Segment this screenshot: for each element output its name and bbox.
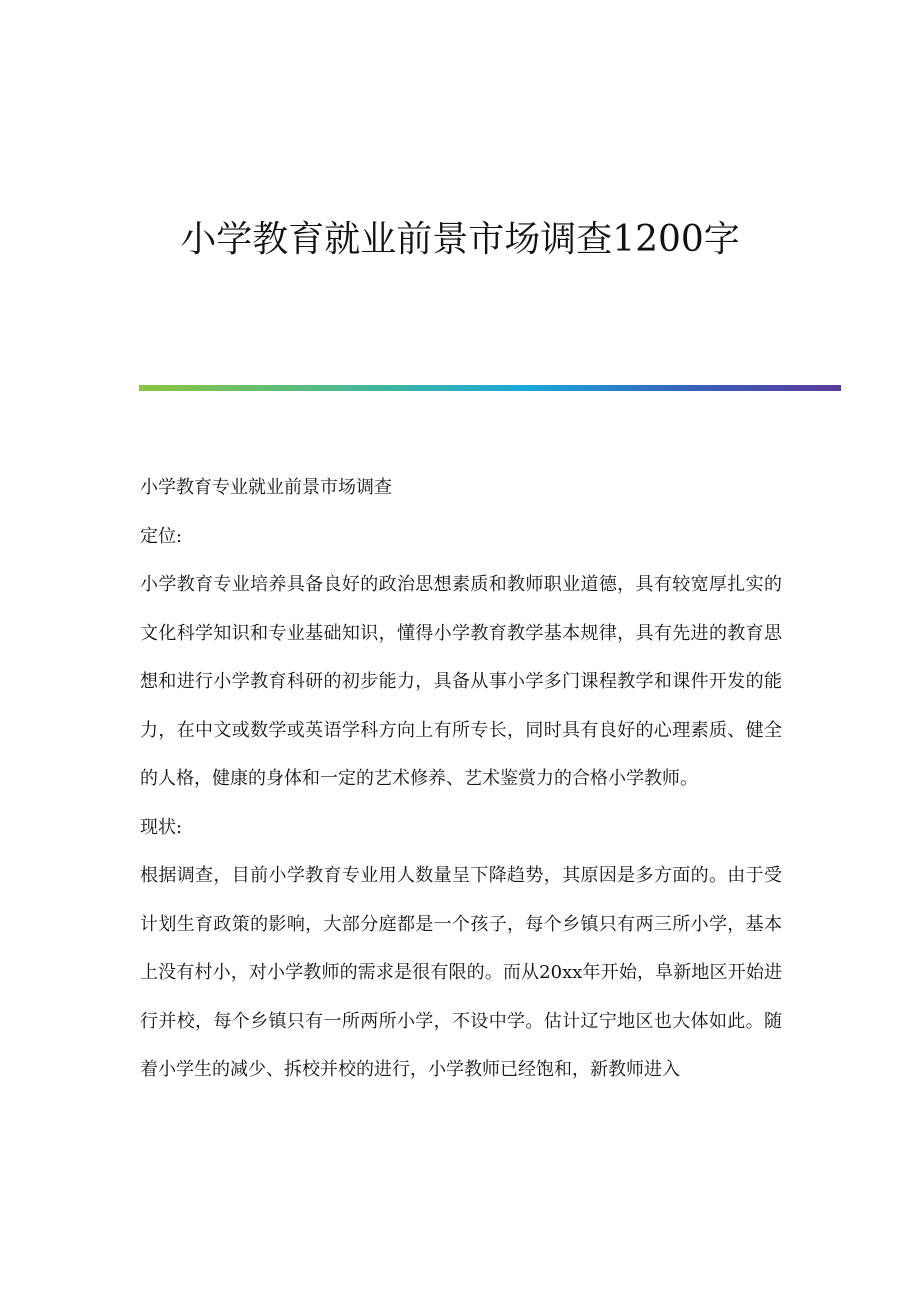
document-body xyxy=(140,464,782,1095)
paragraph-status-heading: 现状: xyxy=(140,816,183,838)
paragraph-positioning-heading: 定位: xyxy=(140,525,183,547)
document-title: 小学教育就业前景市场调查1200字 xyxy=(180,219,740,260)
title-divider xyxy=(139,385,841,391)
paragraph-subtitle: 小学教育专业就业前景市场调查 xyxy=(140,477,392,498)
paragraph-status-body: 根据调查，目前小学教育专业用人数量呈下降趋势，其原因是多方面的。由于受计划生育政策的影响，大部分庭都是一个孩子，每个乡镇只有两三所小学，基本上没有村小，对小学教师的需求是很有限的。而从20xx年开始，阜新地区开始进行并校，每个乡镇只有一所两所小学，不设中学。估计辽宁地区也大体如此。随着小学生的减少、拆校并校的进行，小学教师已经饱和，新教师进入 xyxy=(140,865,782,1080)
paragraph-positioning-body: 小学教育专业培养具备良好的政治思想素质和教师职业道德，具有较宽厚扎实的文化科学知识和专业基础知识，懂得小学教育教学基本规律，具有先进的教育思想和进行小学教育科研的初步能力，具备从事小学多门课程教学和课件开发的能力，在中文或数学或英语学科方向上有所专长，同时具有良好的心理素质、健全的人格，健康的身体和一定的艺术修养、艺术鉴赏力的合格小学教师。 xyxy=(140,574,782,789)
